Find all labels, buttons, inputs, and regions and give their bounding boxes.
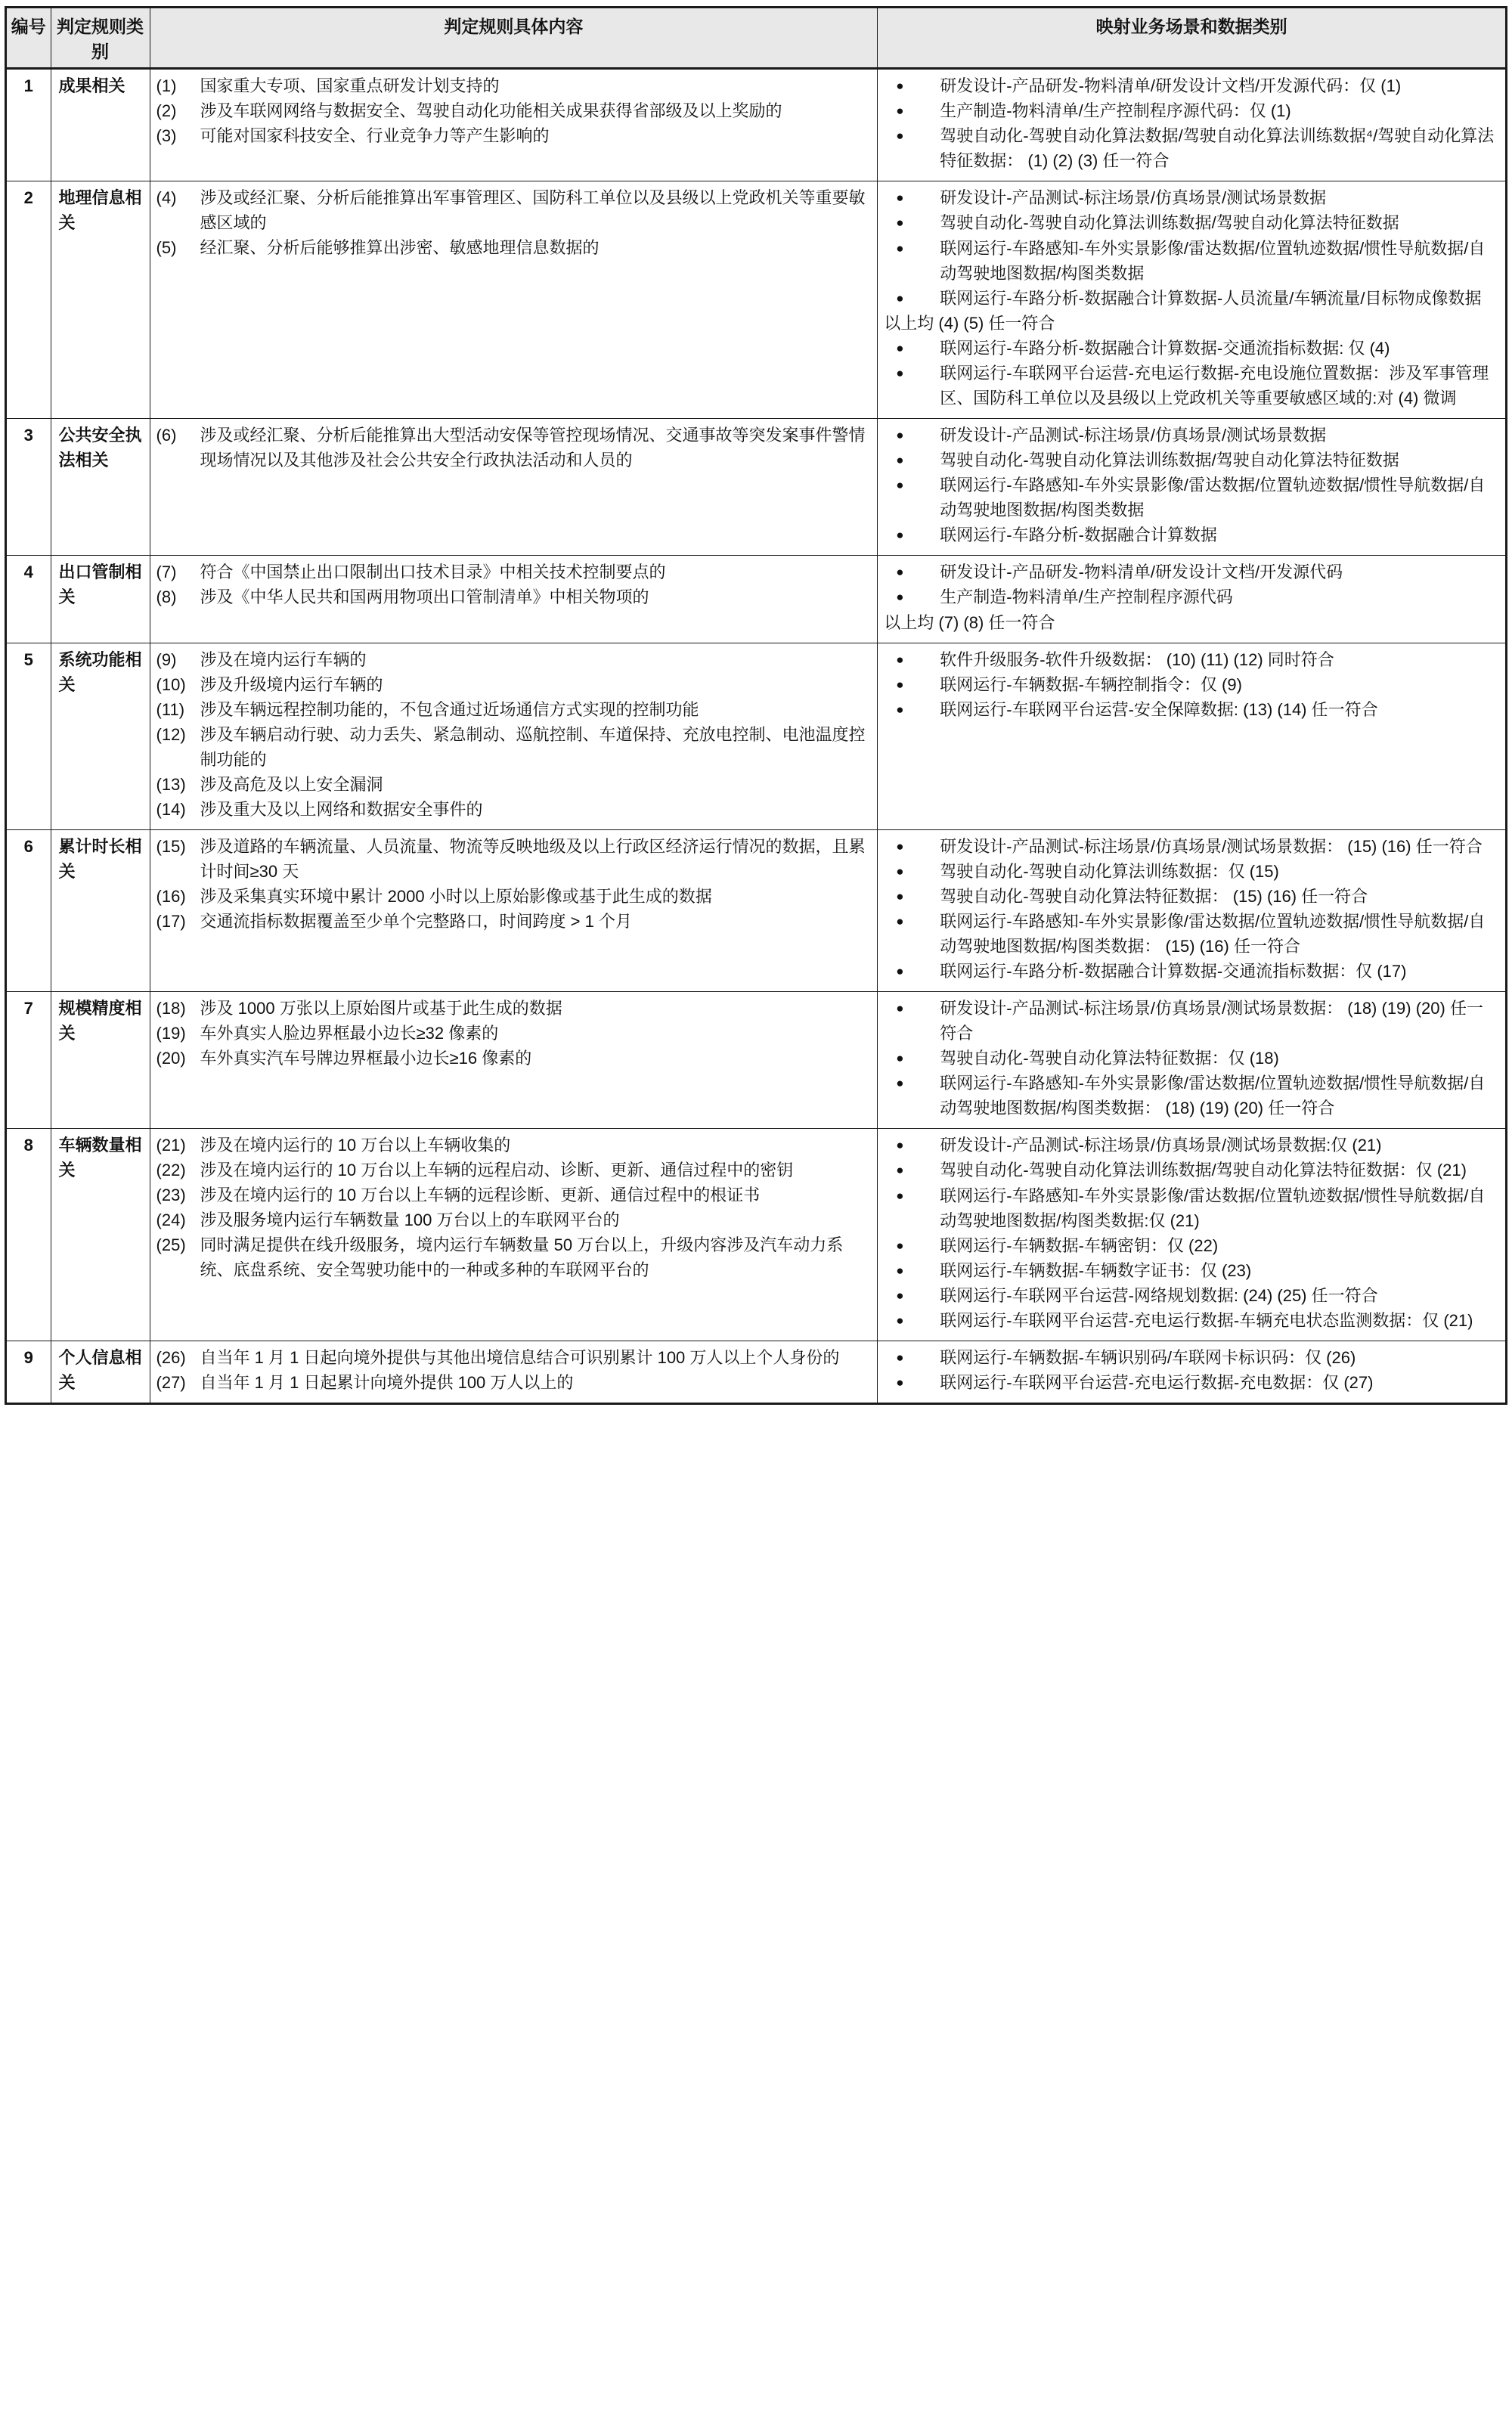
rule-number: (18) bbox=[156, 999, 186, 1018]
rule-number: (10) bbox=[156, 674, 186, 694]
bullet-icon: ● bbox=[896, 528, 904, 543]
rule-item bbox=[156, 697, 872, 722]
mapping-item bbox=[884, 697, 1499, 722]
mapping-item bbox=[884, 286, 1499, 311]
table-row bbox=[6, 556, 1507, 643]
rule-item bbox=[156, 123, 872, 148]
row-id-cell: 4 bbox=[6, 556, 51, 643]
bullet-icon: ● bbox=[896, 838, 904, 854]
rule-number: (20) bbox=[156, 1049, 186, 1068]
rule-text: 涉及在境内运行的 10 万台以上车辆的远程启动、诊断、更新、通信过程中的密钥 bbox=[200, 1161, 794, 1180]
mapping-note: 以上均 (4) (5) 任一符合 bbox=[884, 313, 1055, 333]
mapping-item bbox=[884, 1370, 1499, 1395]
mapping-item bbox=[884, 584, 1499, 609]
row-mappings-cell bbox=[878, 69, 1507, 181]
rule-item bbox=[156, 1046, 872, 1071]
mapping-item bbox=[884, 1283, 1499, 1308]
rule-text: 涉及高危及以上安全漏洞 bbox=[200, 774, 383, 794]
table-row bbox=[6, 829, 1507, 992]
rule-number: (4) bbox=[156, 188, 177, 208]
rule-number: (8) bbox=[156, 587, 177, 607]
rule-text: 可能对国家科技安全、行业竞争力等产生影响的 bbox=[200, 126, 550, 145]
rule-number: (23) bbox=[156, 1186, 186, 1205]
table-header-row bbox=[6, 8, 1507, 69]
table-row bbox=[6, 418, 1507, 555]
mapping-text: 联网运行-车辆数据-车辆数字证书：仅 (23) bbox=[940, 1260, 1252, 1280]
mapping-item bbox=[884, 336, 1499, 361]
bullet-icon: ● bbox=[896, 1138, 904, 1153]
bullet-icon: ● bbox=[896, 1051, 904, 1066]
row-id-cell: 8 bbox=[6, 1129, 51, 1341]
row-rules-cell bbox=[150, 1341, 878, 1404]
row-mappings-cell bbox=[878, 643, 1507, 829]
rule-text: 涉及或经汇聚、分析后能推算出大型活动安保等管控现场情况、交通事故等突发案事件警情现场情况以及其他涉及社会公共安全行政执法活动和人员的 bbox=[200, 425, 866, 470]
rule-item bbox=[156, 772, 872, 797]
row-mappings-cell bbox=[878, 556, 1507, 643]
mapping-item bbox=[884, 959, 1499, 984]
row-id-cell: 5 bbox=[6, 643, 51, 829]
rule-number: (3) bbox=[156, 126, 177, 145]
bullet-icon: ● bbox=[896, 702, 904, 717]
bullet-icon: ● bbox=[896, 79, 904, 93]
row-mappings-cell bbox=[878, 1129, 1507, 1341]
mapping-item bbox=[884, 672, 1499, 697]
mapping-item bbox=[884, 560, 1499, 584]
row-rules-cell bbox=[150, 556, 878, 643]
rule-text: 涉及道路的车辆流量、人员流量、物流等反映地级及以上行政区经济运行情况的数据，且累计时间≥30 天 bbox=[200, 836, 866, 881]
mapping-text: 联网运行-车联网平台运营-充电运行数据-充电设施位置数据：涉及军事管理区、国防科工单位以及县级以上党政机关等重要敏感区域的:对 (4) 微调 bbox=[940, 363, 1489, 408]
row-category-cell: 个人信息相关 bbox=[51, 1341, 150, 1404]
mapping-item bbox=[884, 1071, 1499, 1121]
rule-text: 涉及在境内运行车辆的 bbox=[200, 649, 367, 669]
table-row bbox=[6, 1129, 1507, 1341]
mapping-item bbox=[884, 185, 1499, 210]
bullet-icon: ● bbox=[896, 863, 904, 879]
mapping-text: 联网运行-车联网平台运营-网络规划数据: (24) (25) 任一符合 bbox=[940, 1285, 1378, 1305]
row-category-cell: 累计时长相关 bbox=[51, 829, 150, 992]
mapping-text: 联网运行-车路感知-车外实景影像/雷达数据/位置轨迹数据/惯性导航数据/自动驾驶地图数据/构图类数据： (18) (19) (20) 任一符合 bbox=[940, 1074, 1486, 1118]
rule-number: (17) bbox=[156, 911, 186, 931]
rule-text: 涉及《中华人民共和国两用物项出口管制清单》中相关物项的 bbox=[200, 587, 649, 607]
rule-number: (7) bbox=[156, 563, 177, 582]
mapping-text: 联网运行-车路分析-数据融合计算数据-交通流指标数据: 仅 (4) bbox=[940, 338, 1390, 358]
rule-text: 涉及采集真实环境中累计 2000 小时以上原始影像或基于此生成的数据 bbox=[200, 886, 712, 906]
header-cell-id: 编号 bbox=[6, 8, 51, 69]
rule-text: 涉及车辆启动行驶、动力丢失、紧急制动、巡航控制、车道保持、充放电控制、电池温度控制功能的 bbox=[200, 724, 866, 769]
bullet-icon: ● bbox=[896, 215, 904, 231]
mapping-text: 联网运行-车路分析-数据融合计算数据-交通流指标数据：仅 (17) bbox=[940, 961, 1407, 981]
rule-item bbox=[156, 834, 872, 884]
mapping-text: 联网运行-车路感知-车外实景影像/雷达数据/位置轨迹数据/惯性导航数据/自动驾驶地图数据/构图类数据 bbox=[940, 238, 1486, 283]
header-cell-rule-content: 判定规则具体内容 bbox=[150, 8, 878, 69]
mapping-item bbox=[884, 361, 1499, 411]
row-rules-cell bbox=[150, 643, 878, 829]
rule-number: (5) bbox=[156, 238, 177, 258]
rule-number: (15) bbox=[156, 836, 186, 856]
bullet-icon: ● bbox=[896, 590, 904, 605]
rule-item bbox=[156, 1370, 872, 1395]
row-rules-cell bbox=[150, 992, 878, 1129]
rule-item bbox=[156, 1158, 872, 1183]
bullet-icon: ● bbox=[896, 452, 904, 467]
mapping-text: 研发设计-产品测试-标注场景/仿真场景/测试场景数据： (15) (16) 任一符合 bbox=[940, 836, 1483, 856]
bullet-icon: ● bbox=[896, 240, 904, 256]
rule-item bbox=[156, 584, 872, 609]
rule-item bbox=[156, 909, 872, 934]
mapping-item bbox=[884, 423, 1499, 448]
rule-number: (13) bbox=[156, 774, 186, 794]
rule-text: 涉及在境内运行的 10 万台以上车辆收集的 bbox=[200, 1136, 511, 1155]
rule-number: (26) bbox=[156, 1348, 186, 1368]
mapping-item bbox=[884, 1158, 1499, 1183]
rule-text: 涉及 1000 万张以上原始图片或基于此生成的数据 bbox=[200, 999, 562, 1018]
bullet-icon: ● bbox=[896, 677, 904, 692]
mapping-text: 联网运行-车辆数据-车辆识别码/车联网卡标识码：仅 (26) bbox=[940, 1348, 1356, 1368]
rule-text: 涉及服务境内运行车辆数量 100 万台以上的车联网平台的 bbox=[200, 1210, 620, 1230]
bullet-icon: ● bbox=[896, 963, 904, 978]
rule-item bbox=[156, 1133, 872, 1158]
mapping-text: 联网运行-车辆数据-车辆密钥：仅 (22) bbox=[940, 1235, 1219, 1255]
row-rules-cell bbox=[150, 829, 878, 992]
mapping-text: 生产制造-物料清单/生产控制程序源代码：仅 (1) bbox=[940, 101, 1291, 121]
row-rules-cell bbox=[150, 418, 878, 555]
rule-number: (11) bbox=[156, 699, 185, 719]
rule-number: (19) bbox=[156, 1024, 186, 1043]
mapping-item bbox=[884, 1258, 1499, 1283]
bullet-icon: ● bbox=[896, 1001, 904, 1016]
mapping-item bbox=[884, 647, 1499, 672]
row-id-cell: 1 bbox=[6, 69, 51, 181]
mapping-text: 研发设计-产品研发-物料清单/研发设计文档/开发源代码 bbox=[940, 563, 1343, 582]
mapping-item bbox=[884, 448, 1499, 473]
rule-item bbox=[156, 185, 872, 235]
mapping-item bbox=[884, 473, 1499, 522]
table-row bbox=[6, 181, 1507, 419]
table-row bbox=[6, 643, 1507, 829]
row-mappings-cell bbox=[878, 829, 1507, 992]
mapping-text: 驾驶自动化-驾驶自动化算法特征数据：仅 (18) bbox=[940, 1049, 1279, 1068]
mapping-item bbox=[884, 73, 1499, 98]
rule-item bbox=[156, 1345, 872, 1370]
rule-number: (22) bbox=[156, 1161, 186, 1180]
rule-item bbox=[156, 884, 872, 909]
rule-item bbox=[156, 797, 872, 822]
mapping-text: 联网运行-车联网平台运营-充电运行数据-车辆充电状态监测数据：仅 (21) bbox=[940, 1310, 1473, 1330]
rule-item bbox=[156, 98, 872, 123]
row-mappings-cell bbox=[878, 992, 1507, 1129]
bullet-icon: ● bbox=[896, 1263, 904, 1278]
rule-text: 国家重大专项、国家重点研发计划支持的 bbox=[200, 76, 500, 95]
rule-text: 同时满足提供在线升级服务，境内运行车辆数量 50 万台以上，升级内容涉及汽车动力系统、底盘系统、安全驾驶功能中的一种或多种的车联网平台的 bbox=[200, 1235, 844, 1280]
mapping-item bbox=[884, 123, 1499, 173]
rule-text: 符合《中国禁止出口限制出口技术目录》中相关技术控制要点的 bbox=[200, 563, 666, 582]
mapping-text: 驾驶自动化-驾驶自动化算法训练数据/驾驶自动化算法特征数据 bbox=[940, 450, 1399, 470]
mapping-text: 驾驶自动化-驾驶自动化算法训练数据：仅 (15) bbox=[940, 861, 1279, 881]
mapping-text: 联网运行-车联网平台运营-充电运行数据-充电数据：仅 (27) bbox=[940, 1373, 1374, 1393]
mapping-text: 联网运行-车路感知-车外实景影像/雷达数据/位置轨迹数据/惯性导航数据/自动驾驶地图数据/构图类数据 bbox=[940, 476, 1486, 520]
mapping-item bbox=[884, 1046, 1499, 1071]
bullet-icon: ● bbox=[896, 888, 904, 904]
bullet-icon: ● bbox=[896, 1238, 904, 1253]
bullet-icon: ● bbox=[896, 129, 904, 144]
rule-number: (21) bbox=[156, 1136, 186, 1155]
row-rules-cell bbox=[150, 181, 878, 419]
bullet-icon: ● bbox=[896, 913, 904, 928]
bullet-icon: ● bbox=[896, 1375, 904, 1390]
rule-number: (14) bbox=[156, 799, 186, 819]
rule-item bbox=[156, 996, 872, 1021]
bullet-icon: ● bbox=[896, 1076, 904, 1091]
rule-item bbox=[156, 1232, 872, 1282]
mapping-item bbox=[884, 909, 1499, 959]
mapping-text: 研发设计-产品测试-标注场景/仿真场景/测试场景数据:仅 (21) bbox=[940, 1136, 1382, 1155]
bullet-icon: ● bbox=[896, 1313, 904, 1328]
rule-item bbox=[156, 672, 872, 697]
mapping-text: 联网运行-车辆数据-车辆控制指令：仅 (9) bbox=[940, 674, 1242, 694]
rule-item bbox=[156, 423, 872, 473]
rule-item bbox=[156, 73, 872, 98]
row-mappings-cell bbox=[878, 1341, 1507, 1404]
rule-item bbox=[156, 1183, 872, 1207]
rule-number: (25) bbox=[156, 1235, 186, 1255]
header-cell-mapping: 映射业务场景和数据类别 bbox=[878, 8, 1507, 69]
rule-text: 车外真实汽车号牌边界框最小边长≥16 像素的 bbox=[200, 1049, 532, 1068]
mapping-text: 联网运行-车路分析-数据融合计算数据 bbox=[940, 525, 1217, 545]
rule-text: 涉及升级境内运行车辆的 bbox=[200, 674, 383, 694]
row-id-cell: 3 bbox=[6, 418, 51, 555]
rule-text: 涉及或经汇聚、分析后能推算出军事管理区、国防科工单位以及县级以上党政机关等重要敏感区域的 bbox=[200, 188, 866, 233]
row-id-cell: 2 bbox=[6, 181, 51, 419]
mapping-text: 研发设计-产品测试-标注场景/仿真场景/测试场景数据 bbox=[940, 425, 1327, 445]
rule-item bbox=[156, 560, 872, 584]
bullet-icon: ● bbox=[896, 104, 904, 119]
bullet-icon: ● bbox=[896, 365, 904, 380]
bullet-icon: ● bbox=[896, 427, 904, 442]
row-category-cell: 地理信息相关 bbox=[51, 181, 150, 419]
judgment-rules-table bbox=[5, 6, 1507, 1405]
bullet-icon: ● bbox=[896, 478, 904, 493]
mapping-note: 以上均 (7) (8) 任一符合 bbox=[884, 612, 1055, 632]
rule-text: 涉及重大及以上网络和数据安全事件的 bbox=[200, 799, 483, 819]
row-category-cell: 出口管制相关 bbox=[51, 556, 150, 643]
row-rules-cell bbox=[150, 69, 878, 181]
rule-text: 经汇聚、分析后能够推算出涉密、敏感地理信息数据的 bbox=[200, 238, 600, 258]
mapping-text: 生产制造-物料清单/生产控制程序源代码 bbox=[940, 587, 1233, 607]
rule-number: (16) bbox=[156, 886, 186, 906]
mapping-text: 研发设计-产品测试-标注场景/仿真场景/测试场景数据 bbox=[940, 188, 1327, 208]
mapping-text: 联网运行-车路感知-车外实景影像/雷达数据/位置轨迹数据/惯性导航数据/自动驾驶地图数据/构图类数据:仅 (21) bbox=[940, 1186, 1486, 1230]
row-id-cell: 6 bbox=[6, 829, 51, 992]
mapping-item bbox=[884, 1133, 1499, 1158]
bullet-icon: ● bbox=[896, 565, 904, 580]
rule-number: (6) bbox=[156, 425, 177, 445]
bullet-icon: ● bbox=[896, 1188, 904, 1203]
rule-text: 涉及在境内运行的 10 万台以上车辆的远程诊断、更新、通信过程中的根证书 bbox=[200, 1186, 761, 1205]
mapping-item bbox=[884, 1308, 1499, 1333]
mapping-item bbox=[884, 1183, 1499, 1233]
bullet-icon: ● bbox=[896, 652, 904, 667]
bullet-icon: ● bbox=[896, 1350, 904, 1365]
mapping-item bbox=[884, 859, 1499, 884]
rule-item bbox=[156, 235, 872, 260]
mapping-item bbox=[884, 996, 1499, 1046]
mapping-text: 软件升级服务-软件升级数据： (10) (11) (12) 同时符合 bbox=[940, 649, 1334, 669]
mapping-item bbox=[884, 1233, 1499, 1258]
mapping-item bbox=[884, 522, 1499, 547]
rule-number: (9) bbox=[156, 649, 177, 669]
row-category-cell: 公共安全执法相关 bbox=[51, 418, 150, 555]
mapping-item bbox=[884, 884, 1499, 909]
mapping-item bbox=[884, 236, 1499, 286]
bullet-icon: ● bbox=[896, 1288, 904, 1303]
mapping-text: 驾驶自动化-驾驶自动化算法数据/驾驶自动化算法训练数据⁴/驾驶自动化算法特征数据： (1) (2) (3) 任一符合 bbox=[940, 126, 1495, 171]
mapping-text: 联网运行-车路感知-车外实景影像/雷达数据/位置轨迹数据/惯性导航数据/自动驾驶地图数据/构图类数据： (15) (16) 任一符合 bbox=[940, 911, 1486, 956]
rule-item bbox=[156, 1021, 872, 1046]
table-row bbox=[6, 1341, 1507, 1404]
bullet-icon: ● bbox=[896, 340, 904, 355]
mapping-text: 驾驶自动化-驾驶自动化算法训练数据/驾驶自动化算法特征数据 bbox=[940, 213, 1399, 233]
row-category-cell: 成果相关 bbox=[51, 69, 150, 181]
bullet-icon: ● bbox=[896, 1163, 904, 1178]
rule-text: 自当年 1 月 1 日起累计向境外提供 100 万人以上的 bbox=[200, 1373, 574, 1393]
mapping-text: 研发设计-产品测试-标注场景/仿真场景/测试场景数据： (18) (19) (20) 任一符合 bbox=[940, 999, 1483, 1043]
row-id-cell: 9 bbox=[6, 1341, 51, 1404]
rule-text: 车外真实人脸边界框最小边长≥32 像素的 bbox=[200, 1024, 499, 1043]
row-mappings-cell bbox=[878, 181, 1507, 419]
rule-number: (2) bbox=[156, 101, 177, 120]
rule-number: (12) bbox=[156, 724, 186, 744]
row-id-cell: 7 bbox=[6, 992, 51, 1129]
mapping-item bbox=[884, 210, 1499, 235]
table-body bbox=[6, 69, 1507, 1404]
mapping-text: 联网运行-车路分析-数据融合计算数据-人员流量/车辆流量/目标物成像数据 bbox=[940, 288, 1482, 308]
mapping-text: 驾驶自动化-驾驶自动化算法特征数据： (15) (16) 任一符合 bbox=[940, 886, 1368, 906]
bullet-icon: ● bbox=[896, 290, 904, 305]
mapping-item bbox=[884, 1345, 1499, 1370]
table-row bbox=[6, 69, 1507, 181]
row-category-cell: 系统功能相关 bbox=[51, 643, 150, 829]
table-row bbox=[6, 992, 1507, 1129]
row-mappings-cell bbox=[878, 418, 1507, 555]
rule-item bbox=[156, 722, 872, 772]
mapping-text: 研发设计-产品研发-物料清单/研发设计文档/开发源代码：仅 (1) bbox=[940, 76, 1402, 95]
row-category-cell: 规模精度相关 bbox=[51, 992, 150, 1129]
rule-number: (27) bbox=[156, 1373, 186, 1393]
rule-text: 涉及车联网网络与数据安全、驾驶自动化功能相关成果获得省部级及以上奖励的 bbox=[200, 101, 782, 120]
mapping-text: 驾驶自动化-驾驶自动化算法训练数据/驾驶自动化算法特征数据：仅 (21) bbox=[940, 1161, 1467, 1180]
rule-text: 交通流指标数据覆盖至少单个完整路口，时间跨度 > 1 个月 bbox=[200, 911, 632, 931]
rule-text: 自当年 1 月 1 日起向境外提供与其他出境信息结合可识别累计 100 万人以上个人身份的 bbox=[200, 1348, 840, 1368]
header-cell-category: 判定规则类别 bbox=[51, 8, 150, 69]
bullet-icon: ● bbox=[896, 191, 904, 206]
rule-item bbox=[156, 647, 872, 672]
rule-item bbox=[156, 1207, 872, 1232]
row-category-cell: 车辆数量相关 bbox=[51, 1129, 150, 1341]
row-rules-cell bbox=[150, 1129, 878, 1341]
mapping-item bbox=[884, 834, 1499, 859]
mapping-text: 联网运行-车联网平台运营-安全保障数据: (13) (14) 任一符合 bbox=[940, 699, 1378, 719]
rule-number: (24) bbox=[156, 1210, 186, 1230]
mapping-item bbox=[884, 98, 1499, 123]
rule-text: 涉及车辆远程控制功能的，不包含通过近场通信方式实现的控制功能 bbox=[200, 699, 699, 719]
rule-number: (1) bbox=[156, 76, 177, 95]
